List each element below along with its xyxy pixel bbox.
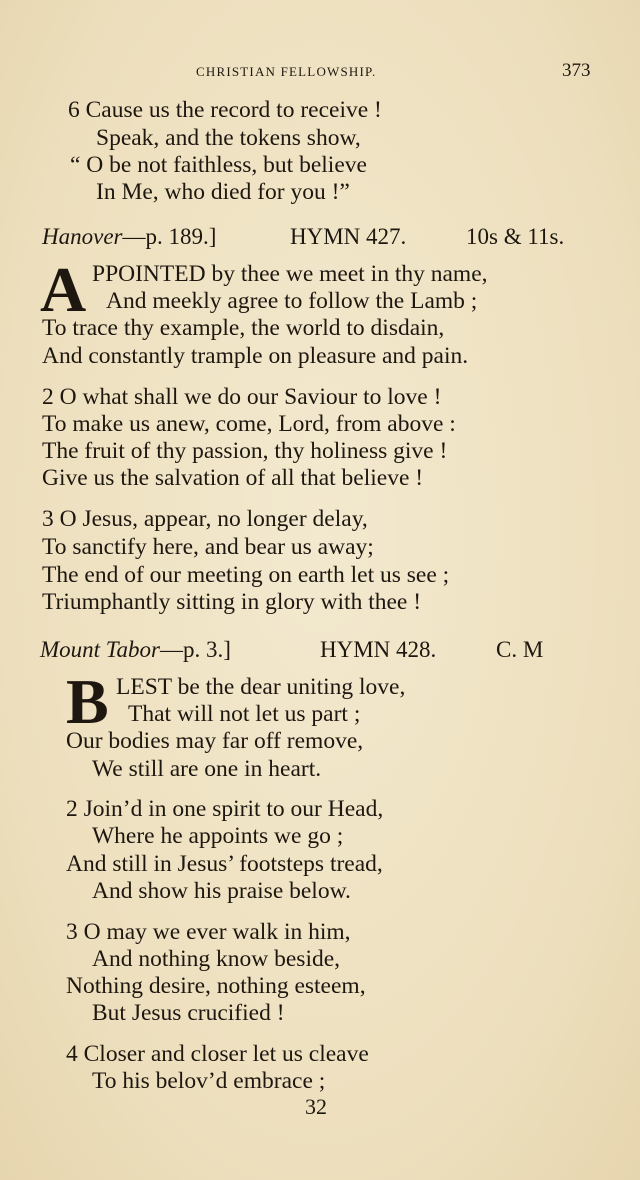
verse-line: And meekly agree to follow the Lamb ; (106, 288, 478, 314)
drop-cap: B (66, 666, 109, 737)
verse-line: Speak, and the tokens show, (96, 125, 361, 151)
verse-line: 2 Join’d in one spirit to our Head, (66, 796, 384, 822)
verse-line: And still in Jesus’ footsteps tread, (66, 851, 383, 877)
verse-line: 2 O what shall we do our Saviour to love ! (42, 384, 442, 410)
verse-line: LEST be the dear uniting love, (116, 674, 406, 700)
verse-line: And show his praise below. (92, 878, 351, 904)
signature-mark: 32 (305, 1094, 327, 1119)
verse-line: That will not let us part ; (128, 701, 361, 727)
hymn-428-heading (40, 636, 231, 664)
verse-line: 4 Closer and closer let us cleave (66, 1041, 369, 1067)
verse-line: To make us anew, come, Lord, from above : (42, 411, 456, 437)
verse-line: And nothing know beside, (92, 946, 341, 972)
hymn-427-heading (42, 223, 216, 251)
tune-name: Hanover (42, 224, 123, 249)
verse-line: 3 O may we ever walk in him, (66, 919, 351, 945)
verse-line: To his belov’d embrace ; (92, 1068, 326, 1094)
running-head (0, 62, 640, 86)
verse-line: Where he appoints we go ; (92, 823, 344, 849)
running-head-title: CHRISTIAN FELLOWSHIP. (196, 64, 377, 79)
verse-line: Our bodies may far off remove, (66, 728, 364, 754)
verse-line: 3 O Jesus, appear, no longer delay, (42, 506, 368, 532)
verse-line: “ O be not faithless, but believe (70, 152, 367, 178)
hymn-meter: C. M (496, 637, 544, 662)
verse-line: In Me, who died for you !” (96, 179, 350, 205)
verse-line: To trace thy example, the world to disdain, (42, 315, 445, 341)
tune-page-ref: —p. 3.] (159, 637, 231, 662)
verse-line: To sanctify here, and bear us away; (42, 534, 374, 560)
tune-name: Mount Tabor (40, 637, 160, 662)
verse-line: Give us the salvation of all that believe ! (42, 465, 424, 491)
verse-line: PPOINTED by thee we meet in thy name, (92, 261, 488, 287)
hymn-meter: 10s & 11s. (466, 224, 565, 249)
verse-line: But Jesus crucified ! (92, 1000, 285, 1026)
verse-line: Triumphantly sitting in glory with thee ! (42, 589, 422, 615)
tune-page-ref: —p. 189.] (122, 224, 217, 249)
hymn-number: HYMN 427. (290, 224, 407, 249)
page-number: 373 (562, 60, 591, 81)
verse-line: 6 Cause us the record to receive ! (68, 97, 382, 123)
hymn-number: HYMN 428. (320, 637, 437, 662)
verse-line: And constantly trample on pleasure and pain. (42, 343, 469, 369)
verse-line: We still are one in heart. (92, 756, 322, 782)
drop-cap: A (40, 254, 87, 325)
verse-line: The fruit of thy passion, thy holiness give ! (42, 438, 448, 464)
verse-line: The end of our meeting on earth let us see ; (42, 562, 450, 588)
verse-line: Nothing desire, nothing esteem, (66, 973, 366, 999)
